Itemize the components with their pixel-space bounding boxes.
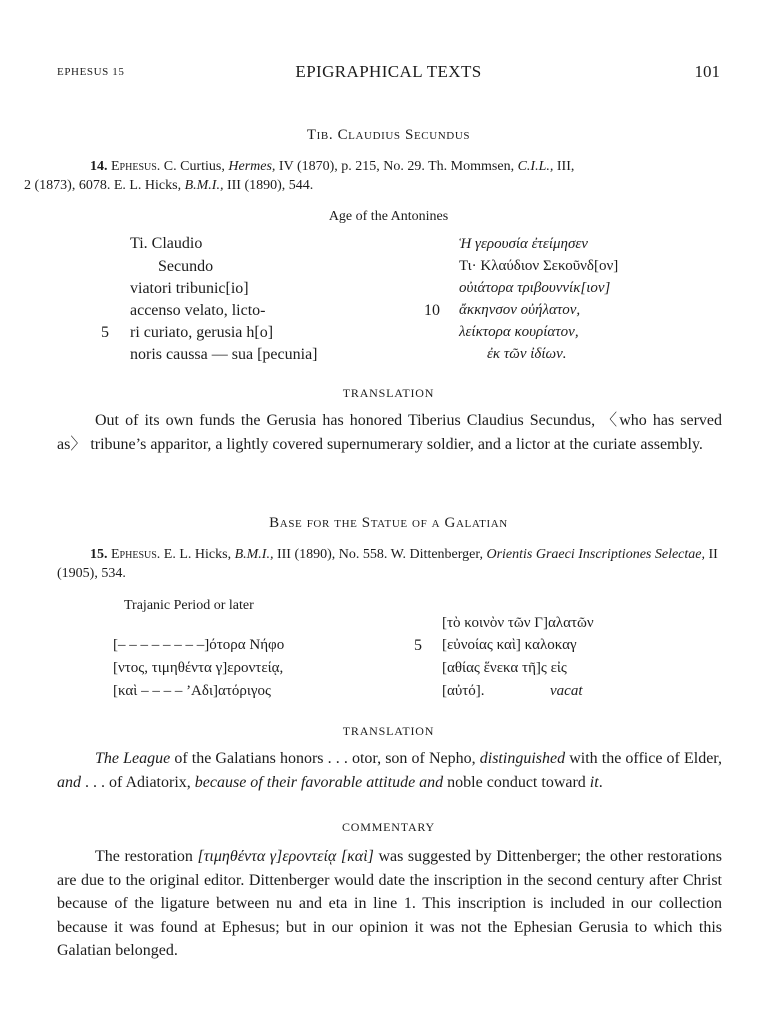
greek-line: ἄκκηνσον οὐήλατον, [459, 302, 581, 318]
greek-line: Ἡ γερουσία ἐτείμησεν [459, 236, 588, 252]
inscription-number: 14. [90, 159, 108, 174]
translation-part: because of their favorable attitude and [194, 773, 444, 791]
galatian-line: [ντος, τιμηθέντα γ]εροντείᾳ, [113, 660, 284, 676]
translation-part: with the office of Elder, [565, 750, 722, 767]
translation-part: . [598, 773, 603, 791]
ref-journal: B.M.I., [234, 547, 274, 562]
translation-heading: TRANSLATION [342, 724, 435, 738]
vacat-label: vacat [550, 683, 583, 699]
commentary-text: The restoration [95, 848, 198, 865]
galatian-line: [εὐνοίας καὶ] καλοκαγ [442, 637, 577, 653]
galatian-line: [αὐτό]. [442, 683, 485, 699]
translation-part: . . . of Adiatorix, [81, 773, 195, 791]
place-name: Ephesus. [111, 547, 161, 562]
commentary-text: was suggested by Dittenberger; the other restorations are due to the original editor. Dittenberger would date the inscription in the second century after Christ because of the ligature between nu and eta in line 1. This inscription is included in our collection because it was found at Ephesus; but in our opinion it was not the Ephesian Gerusia to which this Galatian belonged. [57, 848, 723, 959]
line-number: 10 [424, 302, 440, 319]
greek-line: οὐιάτορα τριβουννίκ[ιον] [459, 280, 611, 296]
line-number: 5 [414, 637, 422, 654]
ref-journal: B.M.I., [184, 178, 224, 193]
ref-journal: C.I.L., [517, 159, 554, 174]
inscription-15-date: Trajanic Period or later [124, 598, 254, 613]
inscription-number: 15. [90, 547, 108, 562]
translation-part: of the Galatians honors . . . otor, son of Nepho, [170, 750, 480, 767]
greek-line: λείκτορα κουρίατον, [459, 324, 579, 340]
inscription-14-title: Tib. Claudius Secundus [306, 127, 471, 143]
translation-heading: TRANSLATION [342, 386, 435, 400]
translation-part: it [589, 773, 599, 791]
inscription-14-date: Age of the Antonines [328, 209, 449, 224]
latin-line: accenso velato, licto- [130, 302, 266, 319]
ref-journal: Orientis Graeci Inscriptiones Selectae, [486, 547, 705, 562]
running-header-title: EPIGRAPHICAL TEXTS [295, 62, 482, 81]
latin-line: Secundo [158, 258, 214, 275]
galatian-line: [αθίας ἕνεκα τῆ]ς εἰς [442, 660, 567, 676]
ref-journal: Hermes, [228, 159, 276, 174]
galatian-line: [τὸ κοινὸν τῶν Γ]αλατῶν [442, 615, 594, 631]
galatian-line: [– – – – – – – –]ότορα Νήφο [113, 637, 285, 653]
ref-text: C. Curtius, [163, 159, 225, 174]
greek-line: Τι· Κλαύδιον Σεκοῦνδ[ον] [459, 258, 619, 274]
inscription-14-references [24, 157, 722, 195]
page-number: 101 [694, 62, 720, 81]
commentary-greek: [τιμηθέντα γ]εροντείᾳ [καὶ] [197, 848, 374, 865]
ref-text: III (1890), 544. [226, 178, 314, 193]
ref-text: IV (1870), p. 215, No. 29. Th. Mommsen, [278, 159, 515, 174]
latin-line: Ti. Claudio [130, 235, 203, 252]
latin-line: noris caussa — sua [pecunia] [130, 346, 318, 363]
running-header-left: EPHESUS 15 [57, 66, 125, 78]
ref-text: E. L. Hicks, [163, 547, 232, 562]
latin-line: viatori tribunic[io] [130, 280, 249, 297]
inscription-14-translation: Out of its own funds the Gerusia has honored Tiberius Claudius Secundus, 〈who has served as〉 tribune’s apparitor, a lightly covered supernumerary soldier, and a lictor at the curiate assembly. [57, 412, 722, 453]
ref-text: II (1905), 534. [57, 547, 718, 581]
greek-line: ἐκ τῶν ἰδίων. [487, 346, 567, 362]
ref-text: III, [556, 159, 575, 174]
translation-part: noble conduct toward [443, 773, 590, 791]
line-number: 5 [101, 324, 109, 341]
ref-text: 2 (1873), 6078. E. L. Hicks, [24, 178, 182, 193]
translation-part: and [57, 773, 81, 791]
ref-text: III (1890), No. 558. W. Dittenberger, [276, 547, 483, 562]
inscription-15-translation [57, 747, 722, 794]
place-name: Ephesus. [111, 159, 161, 174]
translation-part: distinguished [479, 750, 566, 767]
inscription-15-title: Base for the Statue of a Galatian [269, 515, 508, 531]
galatian-line: [καὶ – – – – ’Αδι]ατόριγος [113, 683, 271, 699]
latin-line: ri curiato, gerusia h[o] [130, 324, 274, 341]
commentary-heading: COMMENTARY [341, 820, 436, 834]
inscription-15-commentary [57, 845, 722, 963]
translation-part: The League [95, 750, 171, 767]
inscription-15-references [57, 545, 722, 583]
